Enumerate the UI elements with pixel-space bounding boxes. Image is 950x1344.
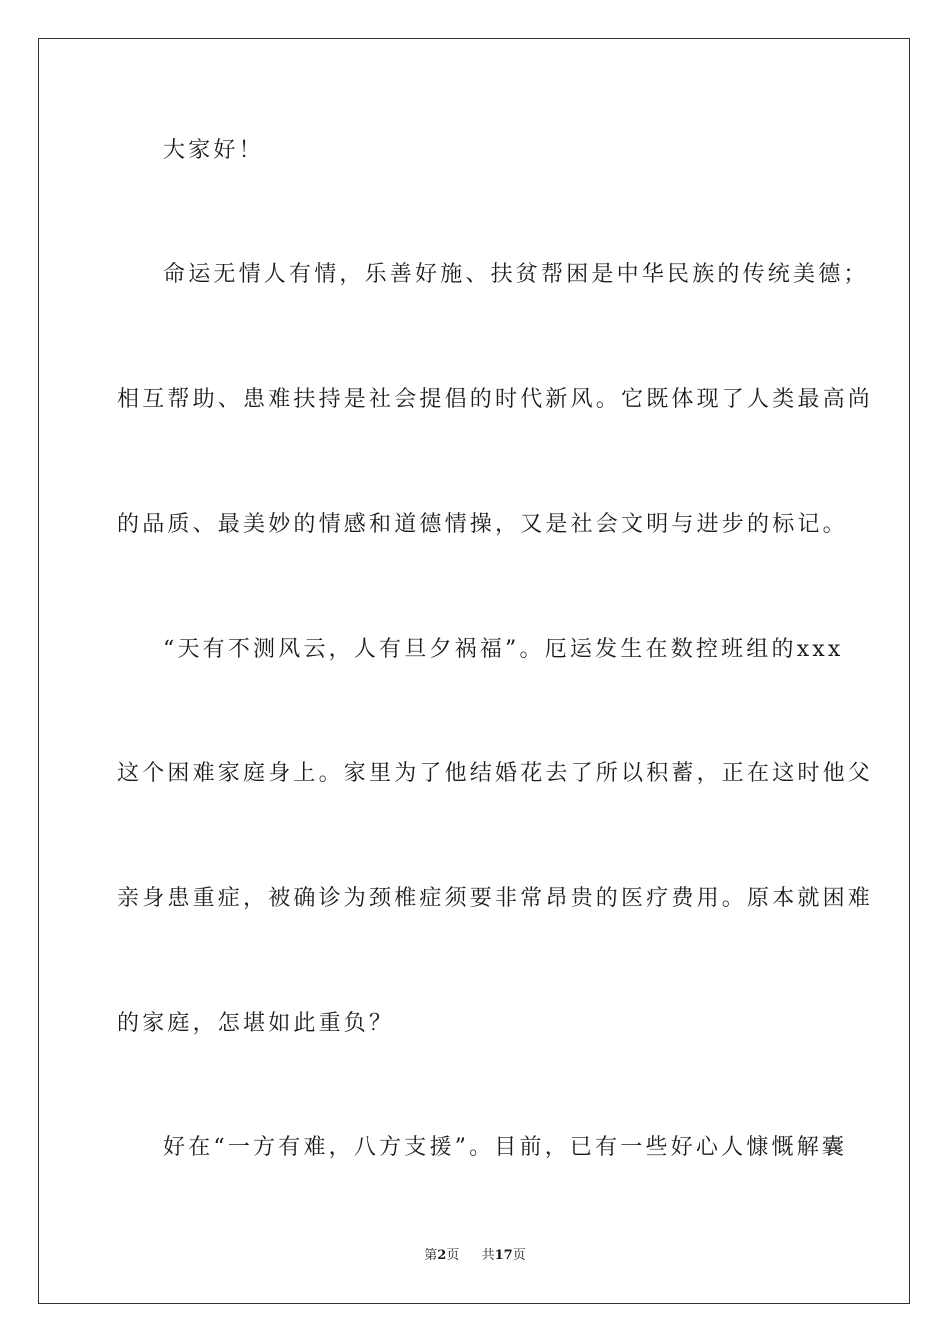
paragraph-line-9: 好在“一方有难，八方支援”。目前，已有一些好心人慷慨解囊 <box>163 1135 848 1160</box>
total-prefix: 共 <box>481 1248 495 1263</box>
page-footer <box>0 1246 950 1266</box>
page-prefix: 第 <box>424 1248 438 1263</box>
paragraph-line-3: 相互帮助、患难扶持是社会提倡的时代新风。它既体现了人类最高尚 <box>117 387 874 412</box>
total-pages: 17 <box>494 1248 513 1263</box>
total-suffix: 页 <box>512 1248 526 1263</box>
paragraph-line-2: 命运无情人有情，乐善好施、扶贫帮困是中华民族的传统美德； <box>163 262 869 287</box>
current-page: 2 <box>437 1248 447 1263</box>
paragraph-line-4: 的品质、最美妙的情感和道德情操，又是社会文明与进步的标记。 <box>117 512 848 537</box>
paragraph-line-8: 的家庭，怎堪如此重负？ <box>117 1011 395 1036</box>
paragraph-line-1: 大家好！ <box>163 138 264 163</box>
paragraph-line-7: 亲身患重症，被确诊为颈椎症须要非常昂贵的医疗费用。原本就困难 <box>117 886 874 911</box>
page-suffix: 页 <box>446 1248 460 1263</box>
page-number <box>424 1246 459 1266</box>
page-border <box>38 38 910 1304</box>
paragraph-line-6: 这个困难家庭身上。家里为了他结婚花去了所以积蓄，正在这时他父 <box>117 761 874 786</box>
paragraph-line-5: “天有不测风云，人有旦夕祸福”。厄运发生在数控班组的xxx <box>163 637 844 662</box>
page-total <box>482 1246 526 1266</box>
